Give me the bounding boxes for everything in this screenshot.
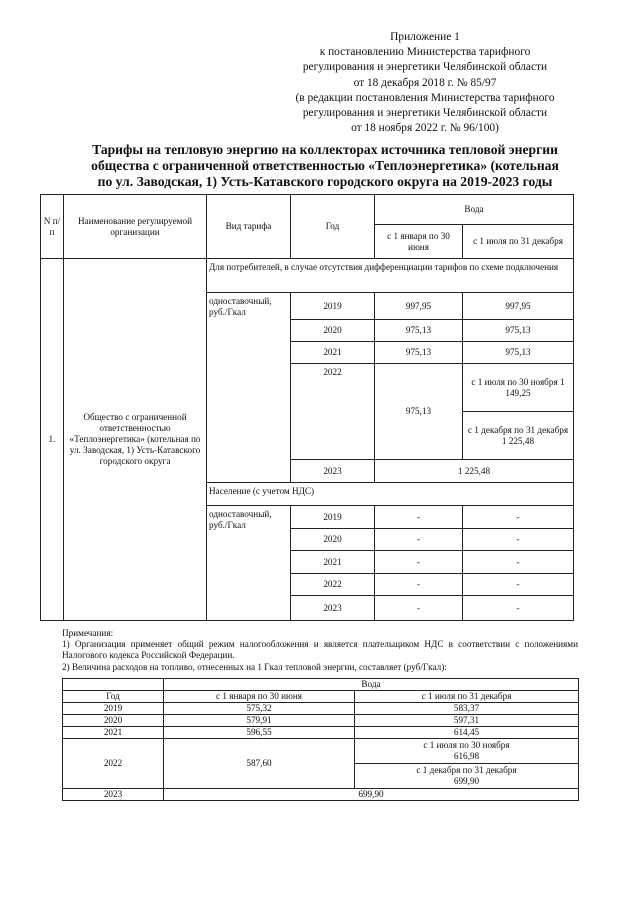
section-consumers-label: Для потребителей, в случае отсутствия дифференциации тарифов по схеме подключения [207,259,574,293]
year-cell: 2019 [63,702,164,714]
tariff-value: - [463,596,574,621]
tariff-value: - [375,596,463,621]
title-line: по ул. Заводская, 1) Усть-Катавского городского округа на 2019-2023 годы [97,174,553,189]
appendix-line: регулирования и энергетики Челябинской области [302,107,548,120]
tariff-value: 997,95 [375,293,463,320]
fuel-value: 575,32 [164,702,355,714]
tariff-value: - [463,574,574,596]
header-half1: с 1 января по 30 июня [164,691,355,703]
note-2: 2) Величина расходов на топливо, отнесенных на 1 Гкал тепловой энергии, составляет (руб/Гкал): [62,661,447,672]
section-population-label: Население (с учетом НДС) [207,483,574,506]
year-cell: 2020 [63,714,164,726]
tariff-table [40,194,574,621]
header-num: N п/п [41,195,64,259]
tariff-value: - [375,529,463,551]
appendix-line: Приложение 1 [390,31,460,43]
year-cell: 2023 [291,596,375,621]
header-half1: с 1 января по 30 июня [375,225,463,259]
tariff-value: с 1 декабря по 31 декабря 1 225,48 [463,412,574,460]
appendix-line: (в редакции постановления Министерства тарифного [295,91,555,104]
appendix-line: от 18 декабря 2018 г. № 85/97 [353,76,497,89]
year-cell: 2022 [291,574,375,596]
header-tariff-type: Вид тарифа [207,195,291,259]
row-number: 1. [41,259,64,621]
notes-heading: Примечания: [62,628,114,638]
year-cell: 2020 [291,529,375,551]
year-cell: 2022 [63,738,164,788]
note-1: 1) Организация применяет общий режим налогообложения и является плательщиком НДС в соответствии с положениями Налогового кодекса Российской Федерации. [62,639,578,661]
tariff-value: 1 225,48 [375,460,574,483]
fuel-value: 579,91 [164,714,355,726]
tariff-value: с 1 июля по 30 ноября 1 149,25 [463,364,574,412]
tariff-value: 975,13 [375,342,463,364]
fuel-value: 596,55 [164,726,355,738]
tariff-value: - [375,506,463,529]
fuel-value: 587,60 [164,738,355,788]
year-cell: 2022 [291,364,375,460]
appendix-block [270,30,580,136]
notes-block [62,628,578,673]
tariff-value: - [463,529,574,551]
tariff-value: - [463,551,574,574]
fuel-value-split [355,738,579,763]
appendix-line: от 18 ноября 2022 г. № 96/100) [351,122,499,135]
year-cell: 2020 [291,320,375,342]
fuel-value: 699,90 [164,788,579,800]
fuel-value: 583,37 [355,702,579,714]
header-year: Год [63,691,164,703]
title-line: Тарифы на тепловую энергию на коллекторах источника тепловой энергии [92,142,558,157]
document-title [40,142,610,190]
tariff-type: одноставочный, руб./Гкал [207,506,291,621]
tariff-value: 975,13 [375,364,463,460]
fuel-value: 699,90 [453,775,480,786]
tariff-value: - [463,506,574,529]
header-water: Вода [375,195,574,225]
header-half2: с 1 июля по 31 декабря [355,691,579,703]
year-cell: 2019 [291,506,375,529]
tariff-value: 975,13 [375,320,463,342]
fuel-period-label: с 1 июля по 30 ноября [423,740,510,750]
header-organization: Наименование регулируемой организации [64,195,207,259]
fuel-value: 614,45 [355,726,579,738]
tariff-value: - [375,574,463,596]
fuel-period-label: с 1 декабря по 31 декабря [416,765,517,775]
tariff-type: одноставочный, руб./Гкал [207,293,291,483]
year-cell: 2021 [63,726,164,738]
appendix-line: регулирования и энергетики Челябинской области [302,61,548,74]
organization-name: Общество с ограниченной ответственностью «Теплоэнергетика» (котельная по ул. Заводская, 1) Усть-Катавского городского округа [64,259,207,621]
header-year: Год [291,195,375,259]
header-half2: с 1 июля по 31 декабря [463,225,574,259]
tariff-value: 975,13 [463,320,574,342]
title-line: общества с ограниченной ответственностью «Теплоэнергетика» (котельная [91,158,559,173]
year-cell: 2021 [291,551,375,574]
fuel-cost-table [62,678,579,801]
fuel-value-split [355,763,579,788]
tariff-value: 975,13 [463,342,574,364]
appendix-line: к постановлению Министерства тарифного [319,46,531,59]
year-cell: 2023 [291,460,375,483]
year-cell: 2023 [63,788,164,800]
fuel-value: 616,98 [453,750,480,761]
tariff-value: 997,95 [463,293,574,320]
tariff-value: - [375,551,463,574]
header-water: Вода [164,679,579,691]
year-cell: 2021 [291,342,375,364]
fuel-value: 597,31 [355,714,579,726]
year-cell: 2019 [291,293,375,320]
